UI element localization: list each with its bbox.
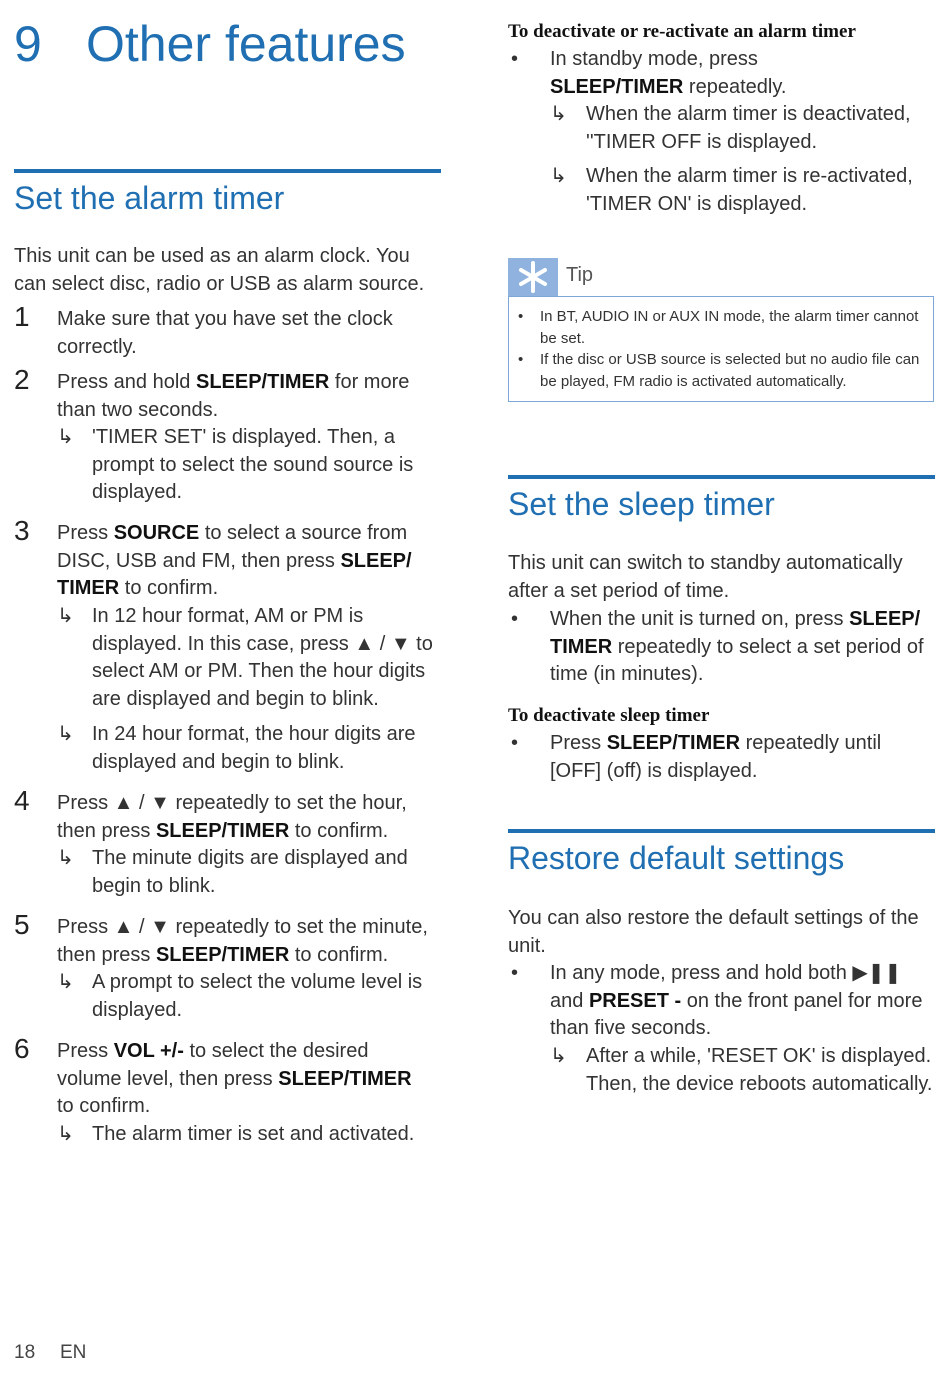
step-number: 6 <box>14 1033 30 1064</box>
subheading-deactivate-alarm: To deactivate or re-activate an alarm timer <box>508 21 856 42</box>
step-result: In 24 hour format, the hour digits are displayed and begin to blink. <box>92 723 416 773</box>
bullet-icon: • <box>511 962 519 984</box>
page-number: 18 <box>14 1342 36 1363</box>
chapter-number: 9 <box>14 16 42 72</box>
restore-bullet-text: In any mode, press and hold both ▶❚❚ and PRESET - on the front panel for more than five seconds. <box>550 962 923 1039</box>
step-text: Press ▲ / ▼ repeatedly to set the minute, then press SLEEP/TIMER to confirm. <box>57 916 428 966</box>
restore-intro: You can also restore the default settings of the unit. <box>508 907 919 957</box>
result-arrow-icon: ↳ <box>57 426 74 448</box>
step-number: 5 <box>14 909 30 940</box>
tip-item: In BT, AUDIO IN or AUX IN mode, the alarm timer cannot be set. <box>540 308 919 347</box>
deactivate-alarm-text: In standby mode, press SLEEP/TIMER repeatedly. <box>550 48 787 98</box>
step-text: Press VOL +/- to select the desired volume level, then press SLEEP/TIMER to confirm. <box>57 1040 412 1117</box>
bullet-icon: • <box>511 48 519 70</box>
step-result: In 12 hour format, AM or PM is displayed. In this case, press ▲ / ▼ to select AM or PM. Then the hour digits are displayed and begin to blink. <box>92 605 433 710</box>
step-text: Press and hold SLEEP/TIMER for more than two seconds. <box>57 371 410 421</box>
step-number: 1 <box>14 301 30 332</box>
sleep-intro: This unit can switch to standby automatically after a set period of time. <box>508 552 903 602</box>
tip-label: Tip <box>566 264 594 286</box>
tip-asterisk-icon <box>508 258 558 296</box>
chapter-title <box>14 12 406 76</box>
result-arrow-icon: ↳ <box>57 971 74 993</box>
section-rule-restore <box>508 829 935 833</box>
heading-sleep: Set the sleep timer <box>508 486 775 522</box>
subheading-deactivate-sleep: To deactivate sleep timer <box>508 705 710 726</box>
result-arrow-icon: ↳ <box>57 1123 74 1145</box>
sleep-bullet-text: When the unit is turned on, press SLEEP/ TIMER repeatedly to select a set period of time (in minutes). <box>550 608 924 685</box>
result-arrow-icon: ↳ <box>550 1045 567 1067</box>
step-number: 3 <box>14 515 30 546</box>
section-rule-alarm <box>14 169 441 173</box>
alarm-intro: This unit can be used as an alarm clock. You can select disc, radio or USB as alarm source. <box>14 245 425 295</box>
step-text: Press ▲ / ▼ repeatedly to set the hour, then press SLEEP/TIMER to confirm. <box>57 792 407 842</box>
step-number: 2 <box>14 364 30 395</box>
result-arrow-icon: ↳ <box>550 103 567 125</box>
step-text: Make sure that you have set the clock correctly. <box>57 308 393 358</box>
bullet-icon: • <box>511 608 519 630</box>
bullet-icon: • <box>518 351 524 368</box>
deactivate-alarm-result: When the alarm timer is deactivated, ''TIMER OFF is displayed. <box>586 103 911 153</box>
step-result: A prompt to select the volume level is displayed. <box>92 971 423 1021</box>
deactivate-alarm-result: When the alarm timer is re-activated, 'TIMER ON' is displayed. <box>586 165 913 215</box>
heading-alarm: Set the alarm timer <box>14 180 285 216</box>
result-arrow-icon: ↳ <box>57 723 74 745</box>
chapter-title-text: Other features <box>86 16 406 72</box>
result-arrow-icon: ↳ <box>550 165 567 187</box>
step-result: 'TIMER SET' is displayed. Then, a prompt to select the sound source is displayed. <box>92 426 414 503</box>
bullet-icon: • <box>511 732 519 754</box>
bullet-icon: • <box>518 308 524 325</box>
result-arrow-icon: ↳ <box>57 605 74 627</box>
section-rule-sleep <box>508 475 935 479</box>
result-arrow-icon: ↳ <box>57 847 74 869</box>
tip-item: If the disc or USB source is selected but no audio file can be played, FM radio is activated automatically. <box>540 351 920 390</box>
language-code: EN <box>60 1342 87 1363</box>
step-result: The alarm timer is set and activated. <box>92 1123 415 1145</box>
step-number: 4 <box>14 785 30 816</box>
restore-result: After a while, 'RESET OK' is displayed. Then, the device reboots automatically. <box>586 1045 933 1095</box>
deactivate-sleep-text: Press SLEEP/TIMER repeatedly until [OFF] (off) is displayed. <box>550 732 882 782</box>
step-text: Press SOURCE to select a source from DISC, USB and FM, then press SLEEP/ TIMER to confirm. <box>57 522 412 599</box>
heading-restore: Restore default settings <box>508 840 845 876</box>
step-result: The minute digits are displayed and begin to blink. <box>92 847 408 897</box>
